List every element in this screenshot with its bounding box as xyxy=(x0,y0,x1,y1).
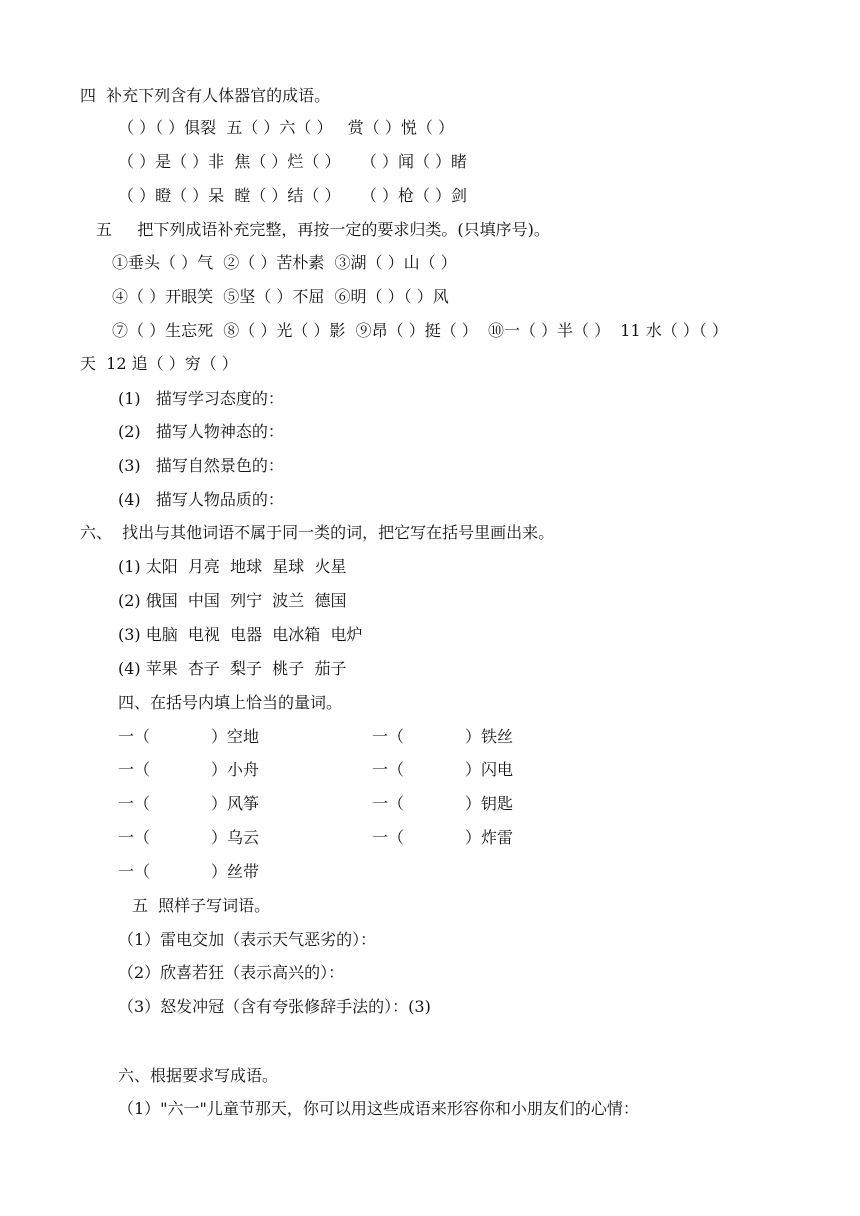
example-item: （1）雷电交加（表示天气恶劣的）： xyxy=(118,930,377,949)
measure-left: 一（ ）乌云 xyxy=(118,828,260,847)
section5-item: ①垂头（ ）气 ②（ ）苦朴素 ③湖（ ）山（ ） xyxy=(112,253,457,272)
section5-category: (2) 描写人物神态的： xyxy=(118,422,284,441)
section6-item: (1) 太阳 月亮 地球 星球 火星 xyxy=(118,557,347,576)
measure-left: 一（ ）风筝 xyxy=(118,794,260,813)
section5-category: (3) 描写自然景色的： xyxy=(118,456,284,475)
measure-left: 一（ ）空地 xyxy=(118,727,260,746)
measure-left: 一（ ）丝带 xyxy=(118,862,260,881)
section5-item: 天 12 追（ ）穷（ ） xyxy=(80,354,238,373)
example-item: （3）怒发冲冠（含有夸张修辞手法的）：(3) xyxy=(118,997,431,1016)
section5-category: (1) 描写学习态度的： xyxy=(118,389,284,408)
section6-item: (2) 俄国 中国 列宁 波兰 德国 xyxy=(118,591,347,610)
section6-item: (3) 电脑 电视 电器 电冰箱 电炉 xyxy=(118,625,363,644)
measure-right: 一（ ）钥匙 xyxy=(372,794,514,813)
section4-line: （ ）（ ）俱裂 五（ ）六（ ） 赏（ ）悦（ ） xyxy=(118,118,454,137)
section6-item: (4) 苹果 杏子 梨子 桃子 茄子 xyxy=(118,659,347,678)
example-item: （2）欣喜若狂（表示高兴的）： xyxy=(118,963,345,982)
measure-right: 一（ ）铁丝 xyxy=(372,727,514,746)
section5-item: ④（ ）开眼笑 ⑤坚（ ）不屈 ⑥明（ ）（ ）风 xyxy=(112,287,449,306)
measure-heading: 四、在括号内填上恰当的量词。 xyxy=(118,693,343,712)
section5-item: ⑦（ ）生忘死 ⑧（ ）光（ ）影 ⑨昂（ ）挺（ ） ⑩一（ ）半（ ） 11 水（ ）（ ） xyxy=(112,321,728,340)
measure-right: 一（ ）闪电 xyxy=(372,760,514,779)
section6-heading: 六、 找出与其他词语不属于同一类的词，把它写在括号里画出来。 xyxy=(80,523,555,542)
section5-heading: 五 把下列成语补充完整，再按一定的要求归类。(只填序号)。 xyxy=(96,220,550,239)
example-heading: 五 照样子写词语。 xyxy=(132,896,271,915)
section5-category: (4) 描写人物品质的： xyxy=(118,490,284,509)
idiom-item: （1）"六一"儿童节那天，你可以用这些成语来形容你和小朋友们的心情： xyxy=(118,1099,639,1118)
section4-heading: 四 补充下列含有人体器官的成语。 xyxy=(80,86,331,105)
section4-line: （ ）是（ ）非 焦（ ）烂（ ） （ ）闻（ ）睹 xyxy=(118,152,468,171)
measure-right: 一（ ）炸雷 xyxy=(372,828,514,847)
section4-line: （ ）瞪（ ）呆 瞠（ ）结（ ） （ ）枪（ ）剑 xyxy=(118,186,468,205)
idiom-heading: 六、根据要求写成语。 xyxy=(118,1066,279,1085)
measure-left: 一（ ）小舟 xyxy=(118,760,260,779)
